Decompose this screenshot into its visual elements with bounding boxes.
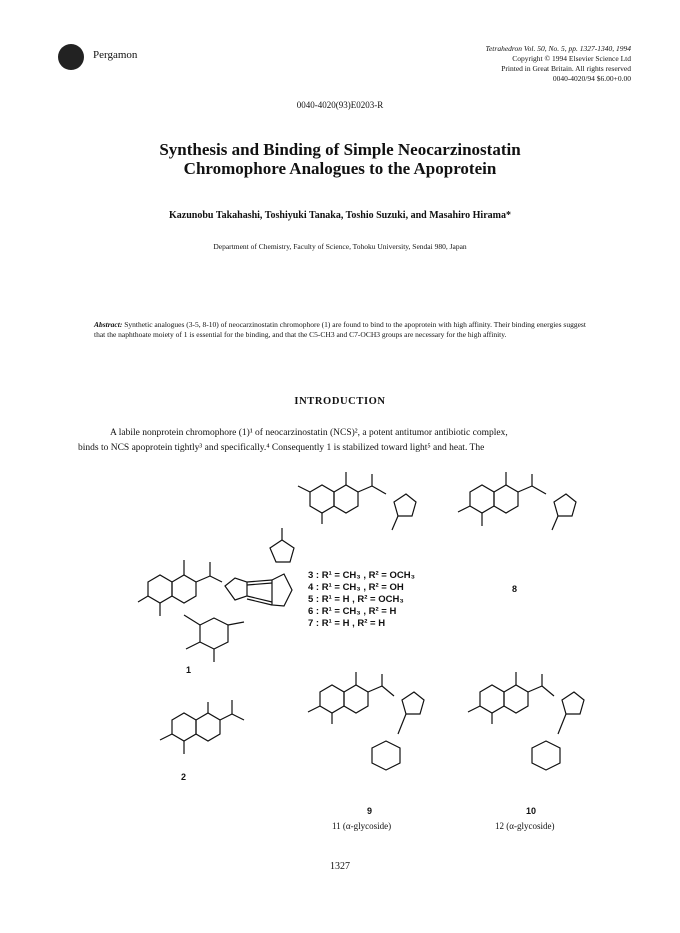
intro-line-1: A labile nonprotein chromophore (1)¹ of neocarzinostatin (NCS)², a potent antitumor antibiotic complex, [110,428,508,438]
caption-11: 11 (α-glycoside) [332,821,392,831]
section-heading: INTRODUCTION [294,396,386,407]
substituent-row: 6 : R¹ = CH₃ , R² = H [308,606,397,617]
caption-12: 12 (α-glycoside) [495,821,555,831]
compound-label-10: 10 [526,806,537,816]
abstract-label: Abstract: [94,320,123,329]
substituent-row: 7 : R¹ = H , R² = H [308,618,386,629]
structure-3-7 [298,472,416,530]
structure-1 [138,528,294,662]
journal-citation: Tetrahedron Vol. 50, No. 5, pp. 1327-1340, 1994 [485,44,631,53]
substituent-row: 4 : R¹ = CH₃ , R² = OH [308,582,404,593]
compound-label-9: 9 [367,806,373,816]
compound-label-1: 1 [186,665,192,675]
affiliation: Department of Chemistry, Faculty of Science, Tohoku University, Sendai 980, Japan [213,242,467,251]
intro-line-2: binds to NCS apoprotein tightly³ and specifically.⁴ Consequently 1 is stabilized toward light⁵ and heat. The [78,443,485,453]
compound-label-8: 8 [512,584,518,594]
paper-title [0,140,680,178]
publisher-name: Pergamon [93,49,138,61]
price-code: 0040-4020/94 $6.00+0.00 [552,74,631,83]
printed-line: Printed in Great Britain. All rights reserved [501,64,631,73]
author-list: Kazunobu Takahashi, Toshiyuki Tanaka, Toshio Suzuki, and Masahiro Hirama* [169,210,511,221]
structure-10 [468,672,584,770]
substituent-table [308,570,415,630]
title-line-2: Chromophore Analogues to the Apoprotein [183,159,497,178]
substituent-row: 5 : R¹ = H , R² = OCH₃ [308,594,404,605]
chemical-structures-figure [0,450,680,850]
title-line-1: Synthesis and Binding of Simple Neocarzinostatin [159,140,521,159]
structure-8 [458,472,576,530]
pergamon-logo-icon [58,44,84,70]
structure-2 [160,700,244,754]
abstract [94,320,596,340]
substituent-row: 3 : R¹ = CH₃ , R² = OCH₃ [308,570,415,581]
abstract-text: Synthetic analogues (3-5, 8-10) of neocarzinostatin chromophore (1) are found to bind to the apoprotein with high affinity. Their binding energies suggest that the naphthoate moiety of 1 is essential for the binding, and that the C5-CH3 and C7-OCH3 groups are necessary for the high affinity. [94,320,586,339]
article-code: 0040-4020(93)E0203-R [296,100,384,110]
page-number: 1327 [330,861,350,872]
structure-9 [308,672,424,770]
copyright-line: Copyright © 1994 Elsevier Science Ltd [512,54,631,63]
compound-label-2: 2 [181,772,187,782]
